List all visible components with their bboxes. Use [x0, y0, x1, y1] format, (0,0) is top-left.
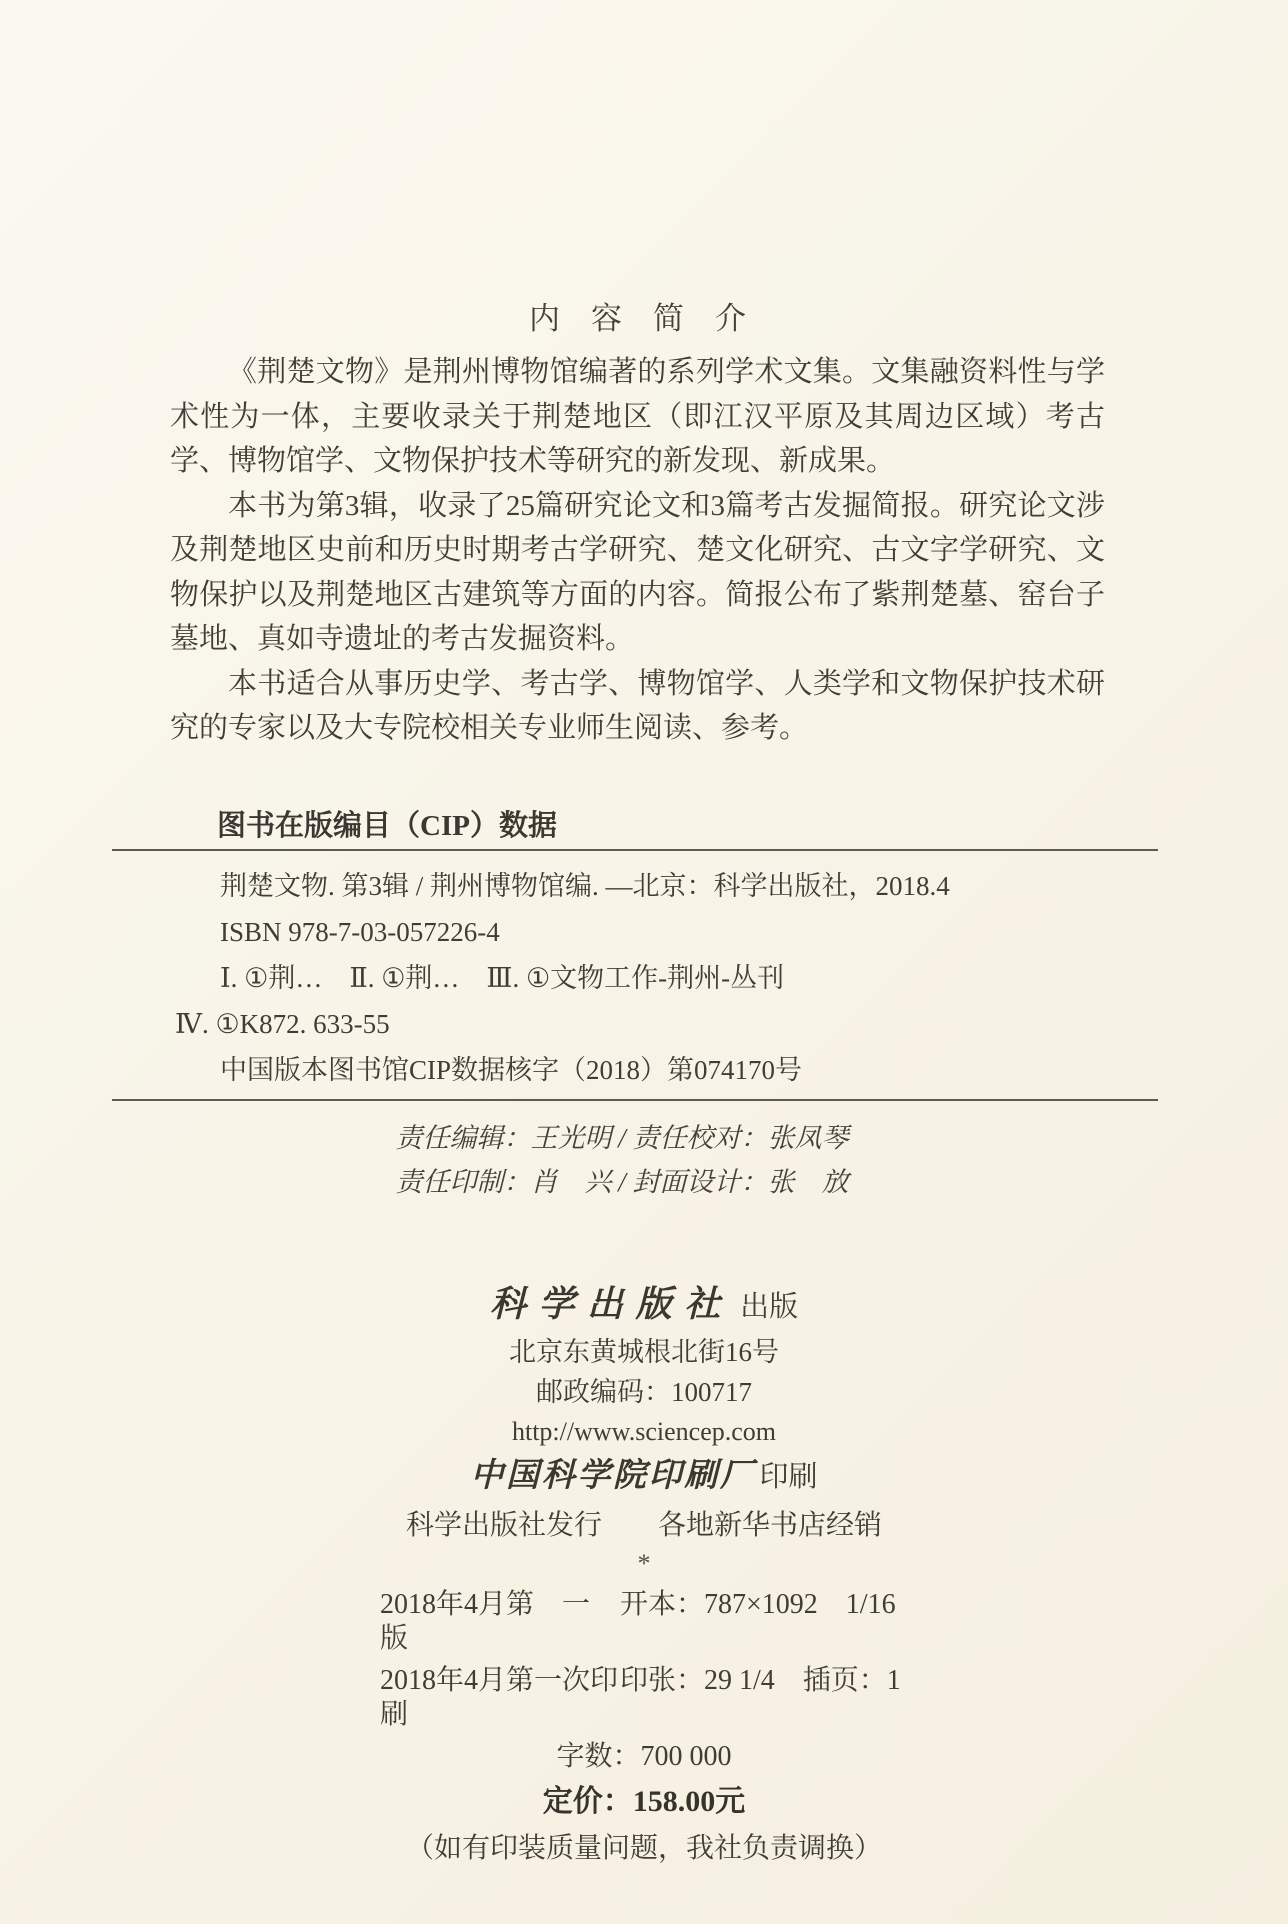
price: 定价：158.00元 — [542, 1784, 746, 1818]
cip-title-line: 荆楚文物. 第3辑 / 荆州博物馆编. —北京：科学出版社，2018.4 — [220, 870, 950, 901]
distribution-line: 科学出版社发行 各地新华书店经销 — [405, 1509, 882, 1541]
isbn-line: ISBN 978-7-03-057226-4 — [220, 916, 500, 947]
cip-record-number-line: 中国版本图书馆CIP数据核字（2018）第074170号 — [220, 1054, 803, 1085]
cip-classification-line: Ⅰ. ①荆… Ⅱ. ①荆… Ⅲ. ①文物工作-荆州-丛刊 — [220, 962, 785, 993]
printed-sheets: 印张：29 1/4 插页：1 — [620, 1664, 901, 1696]
press-name-logotype: 科学出版社 — [489, 1283, 733, 1324]
edition-row-1 — [380, 1588, 1288, 1656]
quality-exchange-note: （如有印装质量问题，我社负责调换） — [405, 1832, 882, 1864]
production-credit-line: 责任印制：肖 兴 / 封面设计：张 放 — [395, 1166, 849, 1197]
printing-date: 2018年4月第一次印刷 — [380, 1664, 619, 1730]
publisher-postal-code: 邮政编码：100717 — [536, 1376, 752, 1407]
divider-line-top — [112, 849, 1158, 851]
printer-name-suffix: 印刷 — [759, 1460, 818, 1493]
book-format: 开本：787×1092 1/16 — [620, 1588, 896, 1620]
content-summary-body — [170, 350, 1105, 751]
publisher-block — [0, 1283, 1288, 1576]
press-name-suffix: 出版 — [740, 1290, 799, 1323]
separator-asterisk: * — [637, 1548, 651, 1578]
edition-details — [0, 1588, 1288, 1866]
content-summary-title: 内 容 简 介 — [529, 301, 746, 336]
edition-row-2 — [380, 1664, 1288, 1732]
summary-paragraph-3: 本书适合从事历史学、考古学、博物馆学、人类学和文物保护技术研究的专家以及大专院校相关专业师生阅读、参考。 — [170, 667, 1105, 744]
cip-data-section — [112, 809, 1158, 1101]
publisher-website: http://www.sciencep.com — [511, 1416, 777, 1446]
summary-paragraph-1: 《荆楚文物》是荆州博物馆编著的系列学术文集。文集融资料性与学术性为一体，主要收录关于荆楚地区（即江汉平原及其周边区域）考古学、博物馆学、文物保护技术等研究的新发现、新成果。 — [170, 356, 1105, 477]
word-count: 字数：700 000 — [556, 1740, 732, 1772]
edition-date: 2018年4月第 一 版 — [380, 1588, 619, 1654]
divider-line-bottom — [112, 1099, 1158, 1101]
editors-credit-line: 责任编辑：王光明 / 责任校对：张凤琴 — [395, 1122, 849, 1153]
printer-name-logotype: 中国科学院印刷厂 — [470, 1457, 756, 1494]
staff-credits — [0, 1121, 1266, 1199]
cip-body — [175, 869, 1158, 1087]
summary-paragraph-2: 本书为第3辑，收录了25篇研究论文和3篇考古发掘简报。研究论文涉及荆楚地区史前和历史时期考古学研究、楚文化研究、古文字学研究、文物保护以及荆楚地区古建筑等方面的内容。简报公布了紫荆楚墓、窑台子墓地、真如寺遗址的考古发掘资料。 — [170, 489, 1105, 655]
cip-header: 图书在版编目（CIP）数据 — [217, 809, 557, 842]
press-name-line — [0, 1283, 1288, 1328]
cip-call-number-line: Ⅳ. ①K872. 633-55 — [175, 1008, 390, 1039]
content-summary-section — [170, 0, 1105, 751]
printer-line — [0, 1456, 1288, 1502]
publisher-address: 北京东黄城根北街16号 — [509, 1336, 779, 1367]
